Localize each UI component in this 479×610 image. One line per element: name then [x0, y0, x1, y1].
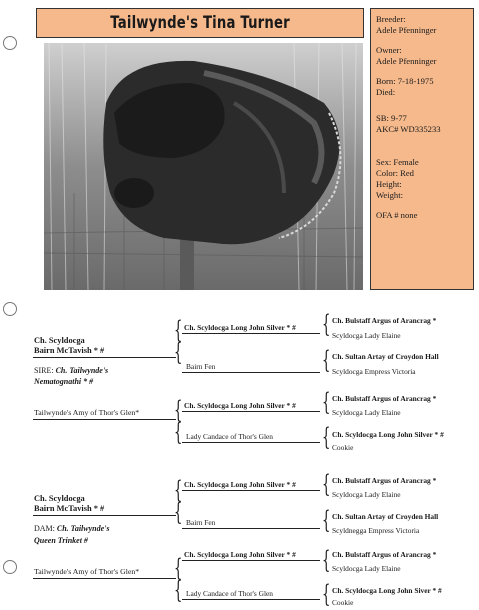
top-gen3-5: Ch. Bulstaff Argus of Arancrag *: [332, 394, 437, 403]
top-brace-f: {: [322, 423, 331, 451]
bottom-gen3-3: Ch. Sultan Artay of Croyden Hall: [332, 512, 439, 521]
bottom-brace-b2: {: [174, 576, 183, 604]
top-brace-a: {: [174, 316, 183, 344]
bottom-gen3-1: Ch. Bulstaff Argus of Arancrag *: [332, 476, 437, 485]
owner-value: Adele Pfenninger: [376, 56, 437, 66]
bottom-sire-line1: Ch. Scyldocga: [34, 494, 85, 503]
bottom-dam: Tailwynde's Amy of Thor's Glen*: [34, 567, 140, 576]
binder-hole-middle: [3, 302, 17, 316]
top-gen3-3: Ch. Sultan Artay of Croydon Hall: [332, 352, 439, 361]
top-gen3-7: Ch. Scyldocga Long John Silver * #: [332, 430, 444, 439]
sex-value: Sex: Female: [376, 157, 419, 167]
bottom-gen3-4: Scyldnegga Empress Victoria: [332, 526, 420, 535]
top-sire-line1: Ch. Scyldocga: [34, 336, 85, 345]
top-brace-c: {: [322, 310, 331, 338]
bottom-brace-d: {: [322, 506, 331, 534]
bottom-gen3-2: Scyldocga Lady Elaine: [332, 490, 401, 499]
bottom-gen2-2: Bairn Fen: [186, 518, 216, 527]
bottom-gen3-6: Scyldocga Lady Elaine: [332, 564, 401, 573]
color-value: Color: Red: [376, 168, 414, 178]
bottom-gen3-5: Ch. Bulstaff Argus of Arancrag *: [332, 550, 437, 559]
top-gen2-4: Lady Candace of Thor's Glen: [186, 432, 273, 441]
breeder-label: Breeder:: [376, 14, 406, 24]
bottom-brace-a2: {: [174, 498, 183, 526]
info-panel: [370, 8, 474, 290]
dog-photo: [44, 43, 363, 290]
weight-value: Weight:: [376, 190, 403, 200]
top-gen3-1: Ch. Bulstaff Argus of Arancrag *: [332, 316, 437, 325]
sb-number: SB: 9-77: [376, 113, 407, 123]
top-brace-b2: {: [174, 418, 183, 446]
ofa-value: OFA # none: [376, 210, 418, 220]
top-brace-b: {: [174, 396, 183, 424]
top-brace-e: {: [322, 388, 331, 416]
bottom-gen2-3: Ch. Scyldocga Long John Silver * #: [184, 550, 296, 559]
born-date: Born: 7-18-1975: [376, 76, 434, 86]
top-sire-caption: SIRE: Ch. Tailwynde's: [34, 366, 109, 375]
bottom-dam-italic2: Queen Trinket #: [34, 536, 88, 545]
top-sire-italic2: Nematognathi * #: [34, 377, 94, 386]
top-dam: Tailwynde's Amy of Thor's Glen*: [34, 408, 140, 417]
bottom-sire-line2: Bairn McTavish * #: [34, 504, 105, 513]
bottom-brace-c: {: [322, 470, 331, 498]
page-title: Tailwynde's Tina Turner: [110, 13, 290, 33]
bottom-gen2-1: Ch. Scyldocga Long John Silver * #: [184, 480, 296, 489]
top-brace-d: {: [322, 346, 331, 374]
top-gen3-8: Cookie: [332, 443, 354, 452]
top-gen2-1: Ch. Scyldocga Long John Silver * #: [184, 323, 296, 332]
died-date: Died:: [376, 87, 396, 97]
bottom-brace-f: {: [322, 580, 331, 608]
bottom-brace-e: {: [322, 546, 331, 574]
owner-label: Owner:: [376, 45, 402, 55]
bottom-brace-a: {: [174, 476, 183, 504]
bottom-gen3-8: Cookie: [332, 598, 354, 607]
binder-hole-top: [3, 36, 17, 50]
bottom-gen3-7: Ch. Scyldocga Long John Siver * #: [332, 586, 442, 595]
top-gen2-2: Bairn Fen: [186, 362, 216, 371]
top-gen3-2: Scyldocga Lady Elaine: [332, 331, 401, 340]
binder-hole-bottom: [3, 560, 17, 574]
height-value: Height:: [376, 179, 402, 189]
bottom-brace-b: {: [174, 554, 183, 582]
top-gen2-3: Ch. Scyldocga Long John Silver * #: [184, 401, 296, 410]
top-brace-a2: {: [174, 338, 183, 366]
breeder-value: Adele Pfenninger: [376, 25, 437, 35]
top-gen3-4: Scyldocga Empress Victoria: [332, 367, 416, 376]
akc-number: AKC# WD335233: [376, 124, 441, 134]
bottom-gen2-4: Lady Candace of Thor's Glen: [186, 589, 273, 598]
title-banner: [36, 8, 364, 38]
bottom-dam-caption: DAM: Ch. Tailwynde's: [34, 524, 110, 533]
top-sire-line2: Bairn McTavish * #: [34, 346, 105, 355]
top-gen3-6: Scyldocga Lady Elaine: [332, 408, 401, 417]
